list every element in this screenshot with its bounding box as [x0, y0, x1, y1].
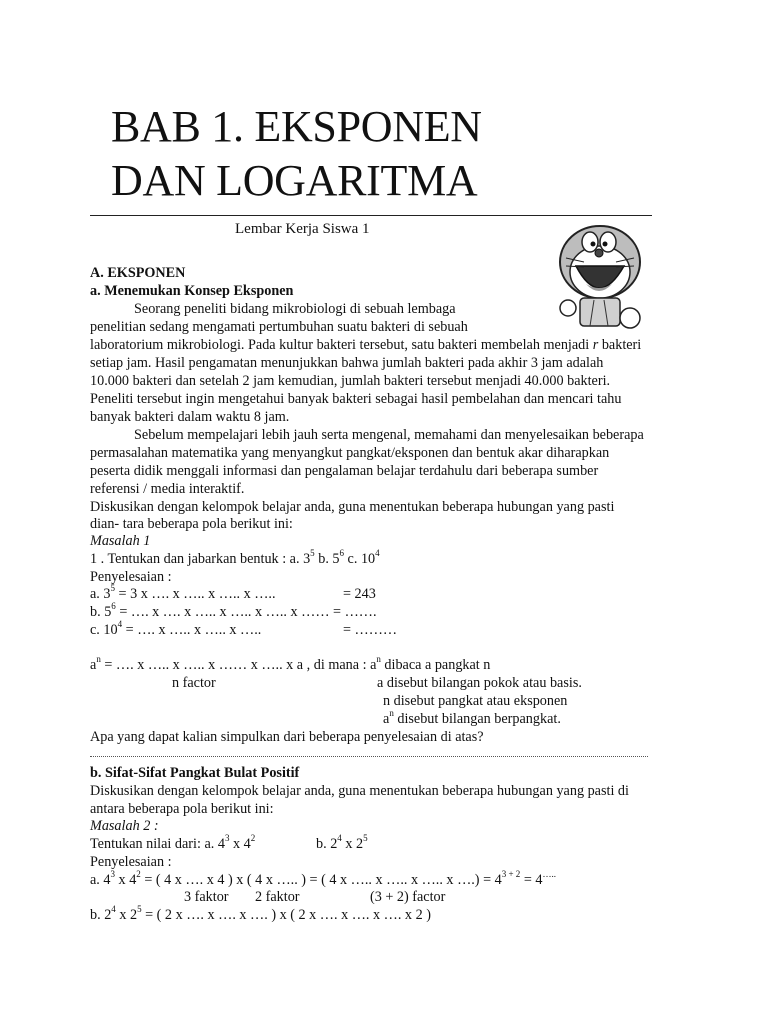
- para2-line1: Sebelum mempelajari lebih jauh serta mengenal, memahami dan menyelesaikan beberapa: [134, 427, 644, 443]
- section-a-subheading: a. Menemukan Konsep Eksponen: [90, 283, 294, 299]
- para1-line4: setiap jam. Hasil pengamatan menunjukkan bahwa jumlah bakteri pada akhir 3 jam adalah: [90, 355, 604, 371]
- label-3-plus-2-factor: (3 + 2) factor: [370, 889, 446, 905]
- worksheet-subtitle: Lembar Kerja Siswa 1: [235, 221, 370, 237]
- para1-line5: 10.000 bakteri dan setelah 2 jam kemudian, jumlah bakteri tersebut menjadi 40.000 bakteri.: [90, 373, 611, 389]
- para1-line7: banyak bakteri dalam waktu 8 jam.: [90, 409, 290, 425]
- definition-question: Apa yang dapat kalian simpulkan dari beberapa penyelesaian di atas?: [90, 729, 484, 745]
- page-title-line2: DAN LOGARITMA: [111, 156, 478, 205]
- masalah1-answer-c: c. $10^4$ = …. x ….. x ….. x …..: [90, 619, 262, 638]
- answer-dotted-line: [90, 756, 648, 757]
- section-b-para-line2: antara beberapa pola berikut ini:: [90, 801, 274, 817]
- masalah2-question-a: Tentukan nilai dari: a. $4^3$ x $4^2$: [90, 833, 256, 852]
- para3-line1: Diskusikan dengan kelompok belajar anda, guna menentukan beberapa hubungan yang pasti: [90, 499, 615, 515]
- definition-pangkat: n disebut pangkat atau eksponen: [383, 693, 568, 709]
- label-3-faktor: 3 faktor: [184, 889, 229, 905]
- page-title-line1: BAB 1. EKSPONEN: [111, 102, 482, 151]
- para1-line6: Peneliti tersebut ingin mengetahui banyak bakteri sebagai hasil pembelahan dan mencari tahu: [90, 391, 622, 407]
- definition-n-factor: n factor: [172, 675, 216, 691]
- para1-line2: penelitian sedang mengamati pertumbuhan suatu bakteri di sebuah: [90, 319, 468, 335]
- masalah1-answer-a-result: = 243: [343, 586, 376, 602]
- masalah2-question-b: b. $2^4$ x $2^5$: [316, 833, 368, 852]
- masalah1-answer-c-result: = ………: [343, 622, 398, 638]
- masalah2-penyelesaian: Penyelesaian :: [90, 854, 172, 870]
- doraemon-illustration: [554, 222, 650, 332]
- masalah2-label: Masalah 2 :: [90, 818, 159, 834]
- label-2-faktor: 2 faktor: [255, 889, 300, 905]
- masalah2-answer-b: b. $2^4$ x $2^5$ = ( 2 x …. x …. x …. ) x ( 2 x …. x …. x …. x 2 ): [90, 904, 431, 923]
- definition-line: $a^n$ = …. x ….. x ….. x …… x ….. x a , di mana : $a^n$ dibaca a pangkat n: [90, 654, 491, 673]
- masalah1-question: 1 . Tentukan dan jabarkan bentuk : a. $3^5$ b. $5^6$ c. $10^4$: [90, 548, 380, 567]
- section-a-heading: A. EKSPONEN: [90, 265, 186, 281]
- para1-line3: laboratorium mikrobiologi. Pada kultur bakteri tersebut, satu bakteri membelah menjadi r bakteri: [90, 337, 642, 353]
- masalah1-answer-b: b. $5^6$ = …. x …. x ….. x ….. x ….. x …… = …….: [90, 601, 377, 620]
- masalah2-answer-a: a. $4^3$ x $4^2$ = ( 4 x …. x 4 ) x ( 4 x ….. ) = ( 4 x ….. x ….. x ….. x ….) = $4^{3 + 2} = 4^{\dots..}$: [90, 869, 556, 888]
- masalah1-penyelesaian: Penyelesaian :: [90, 569, 172, 585]
- title-rule: [90, 215, 652, 216]
- para2-line2: permasalahan matematika yang menyangkut pangkat/eksponen dan bentuk akar diharapkan: [90, 445, 610, 461]
- masalah1-answer-a: a. $3^5 = 3$ x …. x ….. x ….. x …..: [90, 583, 276, 602]
- para2-line3: peserta didik menggali informasi dan pengalaman belajar terdahulu dari beberapa sumber: [90, 463, 599, 479]
- definition-basis: a disebut bilangan pokok atau basis.: [377, 675, 582, 691]
- section-b-para-line1: Diskusikan dengan kelompok belajar anda, guna menentukan beberapa hubungan yang pasti di: [90, 783, 629, 799]
- definition-berpangkat: $a^n$ disebut bilangan berpangkat.: [383, 708, 561, 727]
- masalah1-label: Masalah 1: [90, 533, 151, 549]
- para1-line1: Seorang peneliti bidang mikrobiologi di sebuah lembaga: [134, 301, 456, 317]
- section-b-heading: b. Sifat-Sifat Pangkat Bulat Positif: [90, 765, 300, 781]
- para3-line2: dian- tara beberapa pola berikut ini:: [90, 516, 293, 532]
- para2-line4: referensi / media interaktif.: [90, 481, 245, 497]
